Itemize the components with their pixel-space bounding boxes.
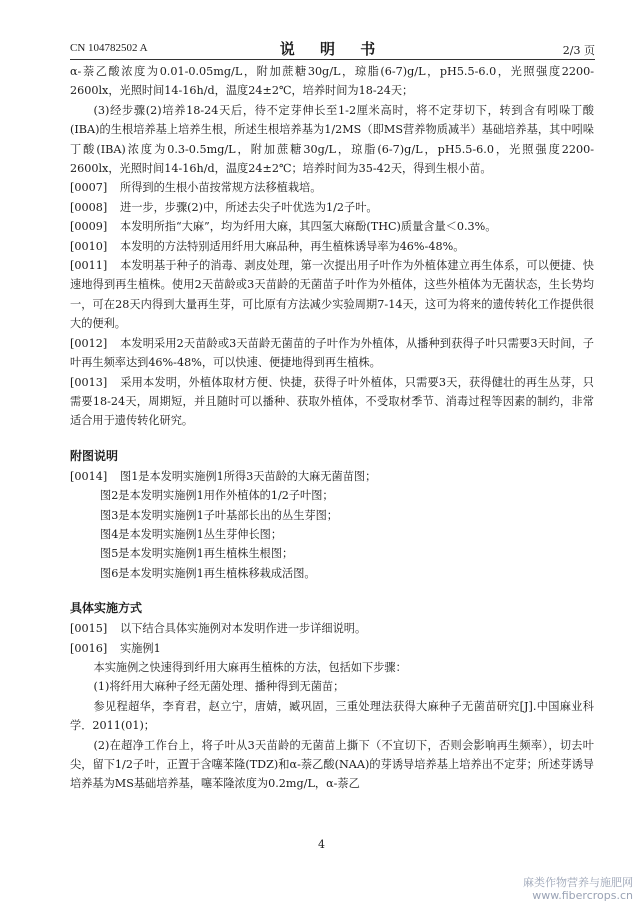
paragraph-text: 采用本发明，外植体取材方便、快捷，获得子叶外植体，只需要3天，获得健壮的再生丛芽，只需要18-24天，周期短，并且随时可以播种、获取外植体，不受取材季节、消毒过程等因素的制约，非常适合用于遗传转化研究。 xyxy=(70,375,594,428)
watermark-title: 麻类作物营养与施肥网 xyxy=(523,876,633,889)
paragraph-text: 本发明基于种子的消毒、剥皮处理，第一次提出用子叶作为外植体建立再生体系，可以便捷、快速地得到再生植株。使用2天苗龄或3天苗龄的无菌苗子叶作为外植体，这些外植体为无菌状态，生长势均一，可在28天内得到大量再生芽，可比原有方法减少实验周期7-14天，这可为将来的遗传转化工作提供很大的便利。 xyxy=(70,259,594,331)
paragraph-top-1: (3)经步骤(2)培养18-24天后，待不定芽伸长至1-2厘米高时，将不定芽切下，转到含有吲哚丁酸(IBA)的生根培养基上培养生根，所述生根培养基为1/2MS（即MS营养物质减半）基础培养基，其中吲哚丁酸(IBA)浓度为0.3-0.5mg/L，附加蔗糖30g/L，琼脂(6-7)g/L，pH5.5-6.0，光照强度2200-2600lx，光照时间14-16h/d，温度24±2℃；培养时间为35-42天，得到生根小苗。 xyxy=(70,103,594,176)
figure-description: 图4是本发明实施例1丛生芽伸长图； xyxy=(100,527,283,541)
paragraph-number: [0009] xyxy=(70,220,108,234)
document-body xyxy=(70,62,594,794)
paragraph-number: [0013] xyxy=(70,375,108,389)
watermark-url: www.fibercrops.cn xyxy=(532,889,633,902)
numbered-paragraph xyxy=(70,619,594,638)
doc-title: 说 明 书 xyxy=(279,40,386,58)
numbered-paragraph xyxy=(70,639,594,658)
embodiment-paragraph: (1)将纤用大麻种子经无菌处理、播种得到无菌苗； xyxy=(93,680,345,694)
figure-description: 图5是本发明实施例1再生植株生根图； xyxy=(100,547,294,561)
figure-description: 图1是本发明实施例1所得3天苗龄的大麻无菌苗图； xyxy=(120,469,377,483)
numbered-paragraph xyxy=(70,217,594,236)
paragraph-text: 实施例1 xyxy=(120,641,161,655)
page-number: 4 xyxy=(318,838,325,851)
section-spacer xyxy=(70,431,594,445)
numbered-paragraph xyxy=(70,198,594,217)
site-watermark xyxy=(523,876,633,902)
paragraph-number: [0014] xyxy=(70,469,108,483)
section-title-figures: 附图说明 xyxy=(70,448,119,463)
paragraph-number: [0016] xyxy=(70,641,108,655)
figure-description: 图3是本发明实施例1子叶基部长出的丛生芽图； xyxy=(100,508,338,522)
numbered-paragraph xyxy=(70,178,594,197)
paragraph-top-0: α-萘乙酸浓度为0.01-0.05mg/L，附加蔗糖30g/L，琼脂(6-7)g/L，pH5.5-6.0，光照强度2200-2600lx，光照时间14-16h/d，温度24±2℃，培养时间为18-24天； xyxy=(70,65,594,98)
figure-description: 图2是本发明实施例1用作外植体的1/2子叶图； xyxy=(100,489,334,503)
paragraph-number: [0015] xyxy=(70,622,108,636)
paragraph-text: 进一步，步骤(2)中，所述去尖子叶优选为1/2子叶。 xyxy=(120,200,378,214)
paragraph-number: [0012] xyxy=(70,336,108,350)
paragraph-number: [0008] xyxy=(70,200,108,214)
page-header xyxy=(70,38,595,60)
figure-description: 图6是本发明实施例1再生植株移栽成活图。 xyxy=(100,566,316,580)
section-title-embodiment: 具体实施方式 xyxy=(70,601,143,616)
embodiment-paragraph: 参见程超华，李育君，赵立宁，唐婧，臧巩固，三重处理法获得大麻种子无菌苗研究[J].中国麻业科学．2011(01)； xyxy=(70,699,594,733)
paragraph-text: 本发明所指“大麻”，均为纤用大麻，其四氢大麻酚(THC)质量含量＜0.3%。 xyxy=(120,220,497,234)
embodiment-paragraph: (2)在超净工作台上，将子叶从3天苗龄的无菌苗上撕下（不宜切下，否则会影响再生频率），切去叶尖，留下1/2子叶，正置于含噻苯隆(TDZ)和α-萘乙酸(NAA)的芽诱导培养基上培养出不定芽；所述芽诱导培养基为MS基础培养基，噻苯隆浓度为0.2mg/L，α-萘乙 xyxy=(70,738,594,791)
paragraph-text: 本发明采用2天苗龄或3天苗龄无菌苗的子叶作为外植体，从播种到获得子叶只需要3天时间，子叶再生频率达到46%-48%，可以快速、便捷地得到再生植株。 xyxy=(70,336,594,370)
embodiment-paragraph: 本实施例之快速得到纤用大麻再生植株的方法，包括如下步骤： xyxy=(93,660,407,674)
paragraph-number: [0010] xyxy=(70,239,108,253)
section-spacer xyxy=(70,583,594,597)
paragraph-number: [0007] xyxy=(70,181,108,195)
numbered-paragraph xyxy=(70,334,594,373)
paragraph-text: 本发明的方法特别适用纤用大麻品种，再生植株诱导率为46%-48%。 xyxy=(120,239,465,253)
paragraph-text: 所得到的生根小苗按常规方法移植栽培。 xyxy=(120,181,322,195)
numbered-paragraph xyxy=(70,256,594,334)
page-info: 2/3 页 xyxy=(562,44,595,57)
paragraph-number: [0011] xyxy=(70,259,108,273)
paragraph-text: 以下结合具体实施例对本发明作进一步详细说明。 xyxy=(120,622,367,636)
doc-number: CN 104782502 A xyxy=(70,42,148,54)
numbered-paragraph xyxy=(70,237,594,256)
numbered-paragraph xyxy=(70,373,594,431)
header-rule xyxy=(70,59,595,60)
figure-description-first xyxy=(70,467,594,486)
